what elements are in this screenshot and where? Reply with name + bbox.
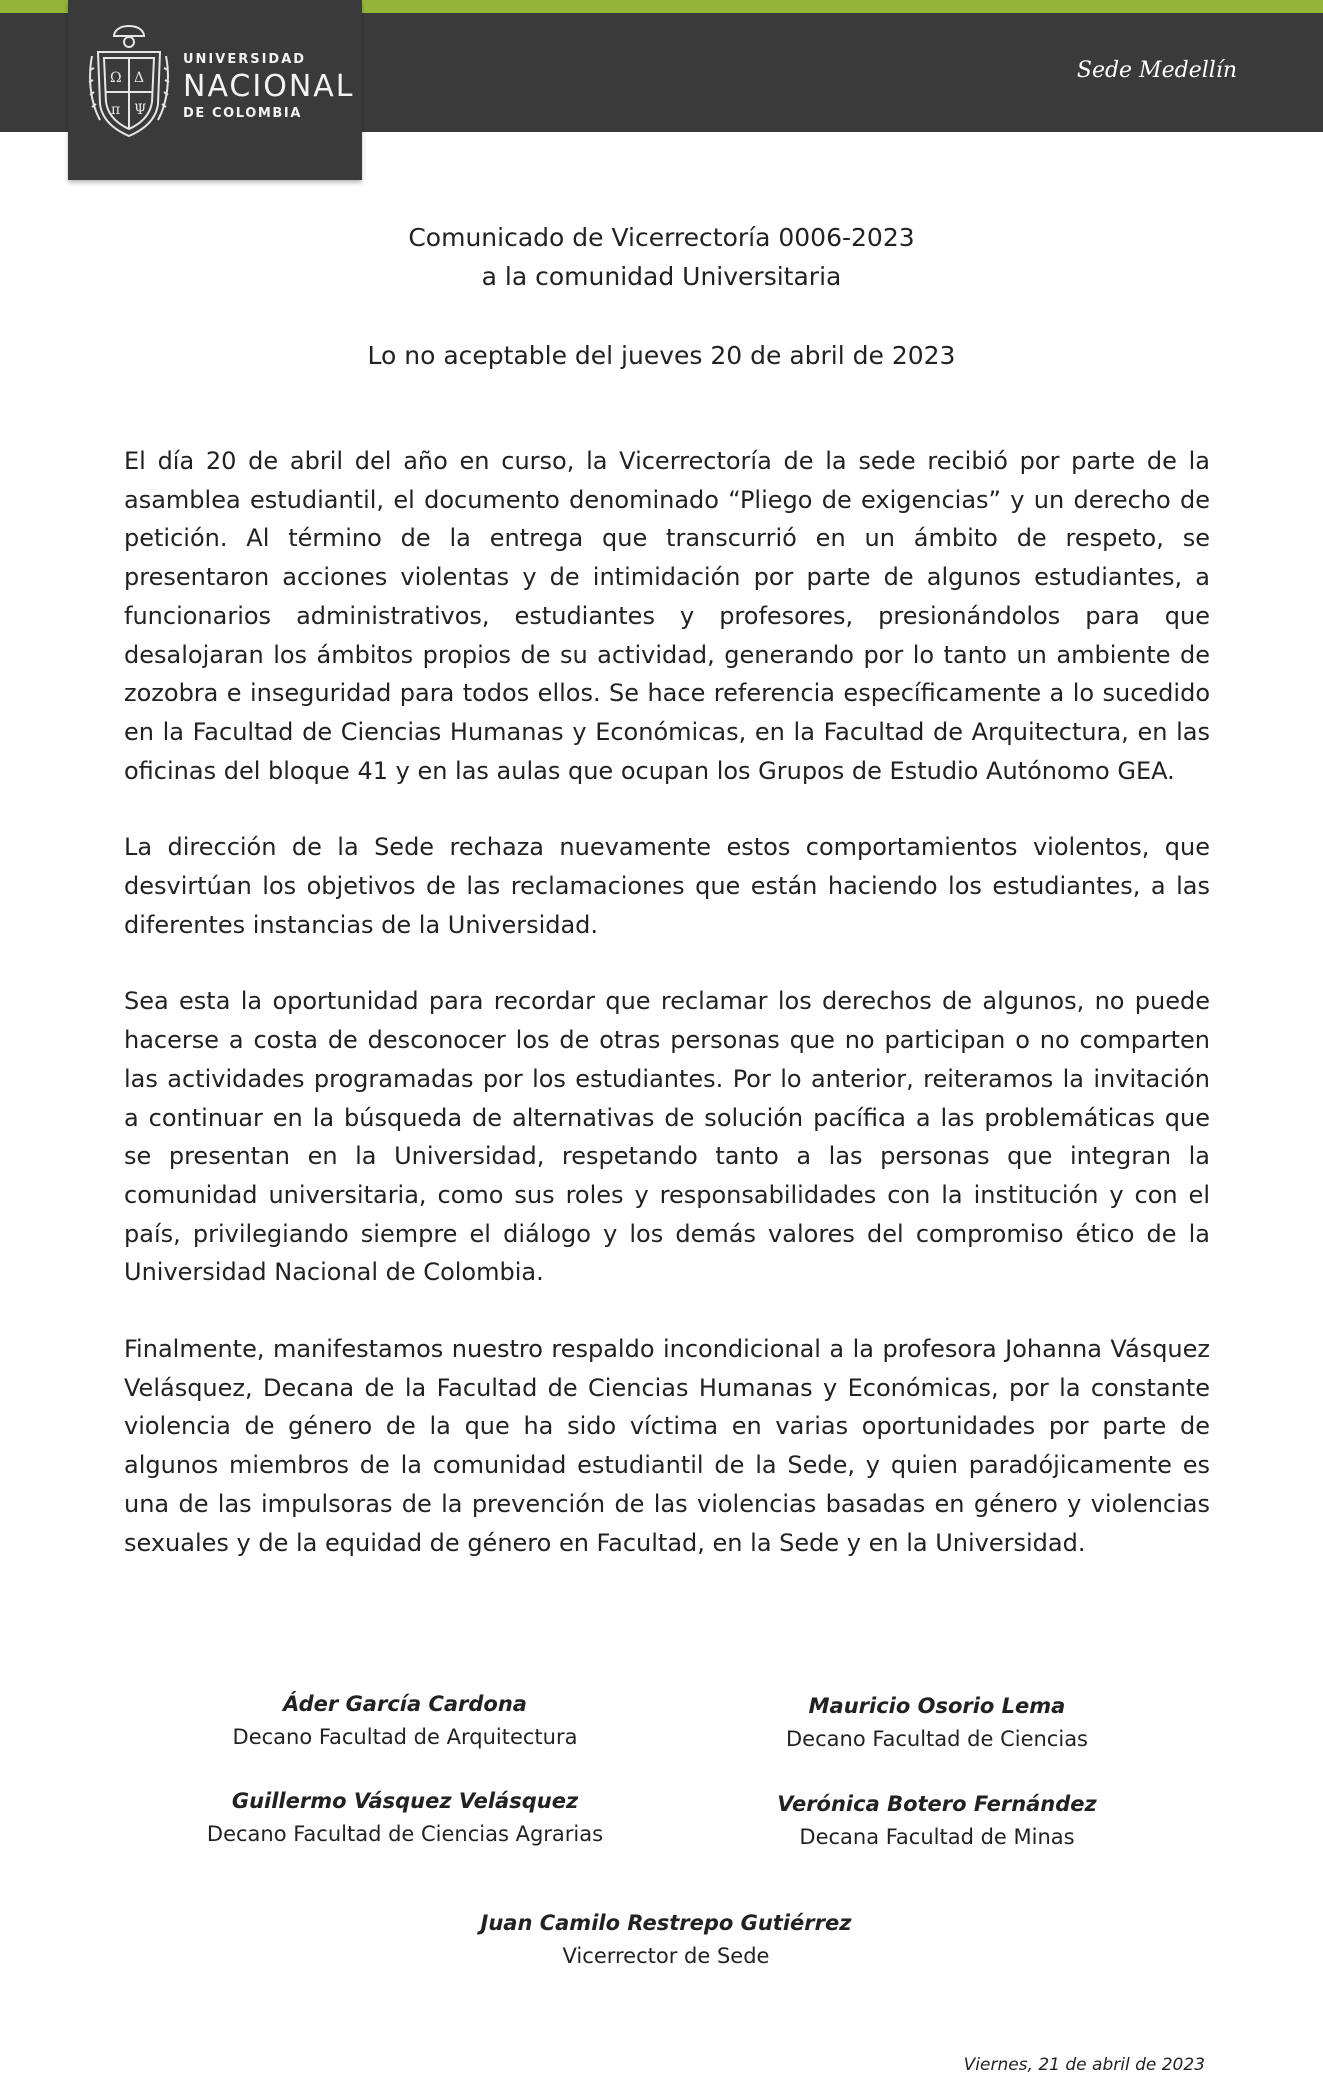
svg-text:Δ: Δ: [134, 70, 145, 86]
university-wordmark: [183, 53, 355, 120]
signature-role: Decana Facultad de Minas: [799, 1825, 1075, 1849]
signature-role: Decano Facultad de Arquitectura: [232, 1725, 578, 1749]
signature-name: Áder García Cardona: [283, 1692, 527, 1716]
paragraph-2: La dirección de la Sede rechaza nuevamente estos comportamientos violentos, que desvirtúan los objetivos de las reclamaciones que están haciendo los estudiantes, a las diferentes instancias de la Universidad.: [124, 833, 1210, 939]
signature-block: [175, 1785, 635, 1851]
svg-text:Ψ: Ψ: [134, 102, 147, 118]
document-subtitle: Lo no aceptable del jueves 20 de abril de 2023: [367, 341, 956, 370]
letter-body: [124, 442, 1210, 1600]
university-line1: UNIVERSIDAD: [183, 52, 307, 67]
paragraph-1: El día 20 de abril del año en curso, la Vicerrectoría de la sede recibió por parte de la asamblea estudiantil, el documento denominado “Pliego de exigencias” y un derecho de petición. Al término de la entrega que transcurrió en un ámbito de respeto, se presentaron acciones violentas y de intimidación por parte de algunos estudiantes, a funcionarios administrativos, estudiantes y profesores, presionándolos para que desalojaran los ámbitos propios de su actividad, generando por lo tanto un ambiente de zozobra e inseguridad para todos ellos. Se hace referencia específicamente a lo sucedido en la Facultad de Ciencias Humanas y Económicas, en la Facultad de Arquitectura, en las oficinas del bloque 41 y en las aulas que ocupan los Grupos de Estudio Autónomo GEA.: [124, 447, 1210, 785]
document-title: [0, 218, 1323, 296]
sede-label: Sede Medellín: [1076, 58, 1237, 83]
university-logo[interactable]: [68, 0, 362, 180]
signature-role: Decano Facultad de Ciencias Agrarias: [206, 1822, 604, 1846]
signature-block: [175, 1688, 635, 1754]
signature-block: [707, 1690, 1167, 1756]
signature-block: [436, 1907, 896, 1973]
university-line2: NACIONAL: [183, 69, 355, 104]
document-date: Viernes, 21 de abril de 2023: [963, 2055, 1205, 2075]
svg-text:π: π: [111, 102, 121, 118]
signature-block: [707, 1788, 1167, 1854]
signature-name: Guillermo Vásquez Velásquez: [231, 1789, 579, 1813]
title-line2: a la comunidad Universitaria: [481, 262, 842, 291]
paragraph-3: Sea esta la oportunidad para recordar que reclamar los derechos de algunos, no puede hacerse a costa de desconocer los de otras personas que no participan o no comparten las actividades programadas por los estudiantes. Por lo anterior, reiteramos la invitación a continuar en la búsqueda de alternativas de solución pacífica a las problemáticas que se presentan en la Universidad, respetando tanto a las personas que integran la comunidad universitaria, como sus roles y responsabilidades con la institución y con el país, privilegiando siempre el diálogo y los demás valores del compromiso ético de la Universidad Nacional de Colombia.: [124, 987, 1210, 1287]
signature-name: Verónica Botero Fernández: [777, 1792, 1097, 1816]
signature-name: Mauricio Osorio Lema: [808, 1694, 1066, 1718]
signature-role: Vicerrector de Sede: [562, 1944, 770, 1968]
signature-role: Decano Facultad de Ciencias: [786, 1727, 1088, 1751]
university-line3: DE COLOMBIA: [183, 106, 303, 121]
signature-name: Juan Camilo Restrepo Gutiérrez: [480, 1911, 852, 1935]
paragraph-4: Finalmente, manifestamos nuestro respaldo incondicional a la profesora Johanna Vásquez Velásquez, Decana de la Facultad de Ciencias Humanas y Económicas, por la constante violencia de género de la que ha sido víctima en varias oportunidades por parte de algunos miembros de la comunidad estudiantil de la Sede, y quien paradójicamente es una de las impulsoras de la prevención de las violencias basadas en género y violencias sexuales y de la equidad de género en Facultad, en la Sede y en la Universidad.: [124, 1335, 1210, 1557]
university-shield-icon: [88, 22, 170, 142]
title-line1: Comunicado de Vicerrectoría 0006-2023: [408, 223, 915, 252]
svg-text:Ω: Ω: [110, 70, 122, 86]
